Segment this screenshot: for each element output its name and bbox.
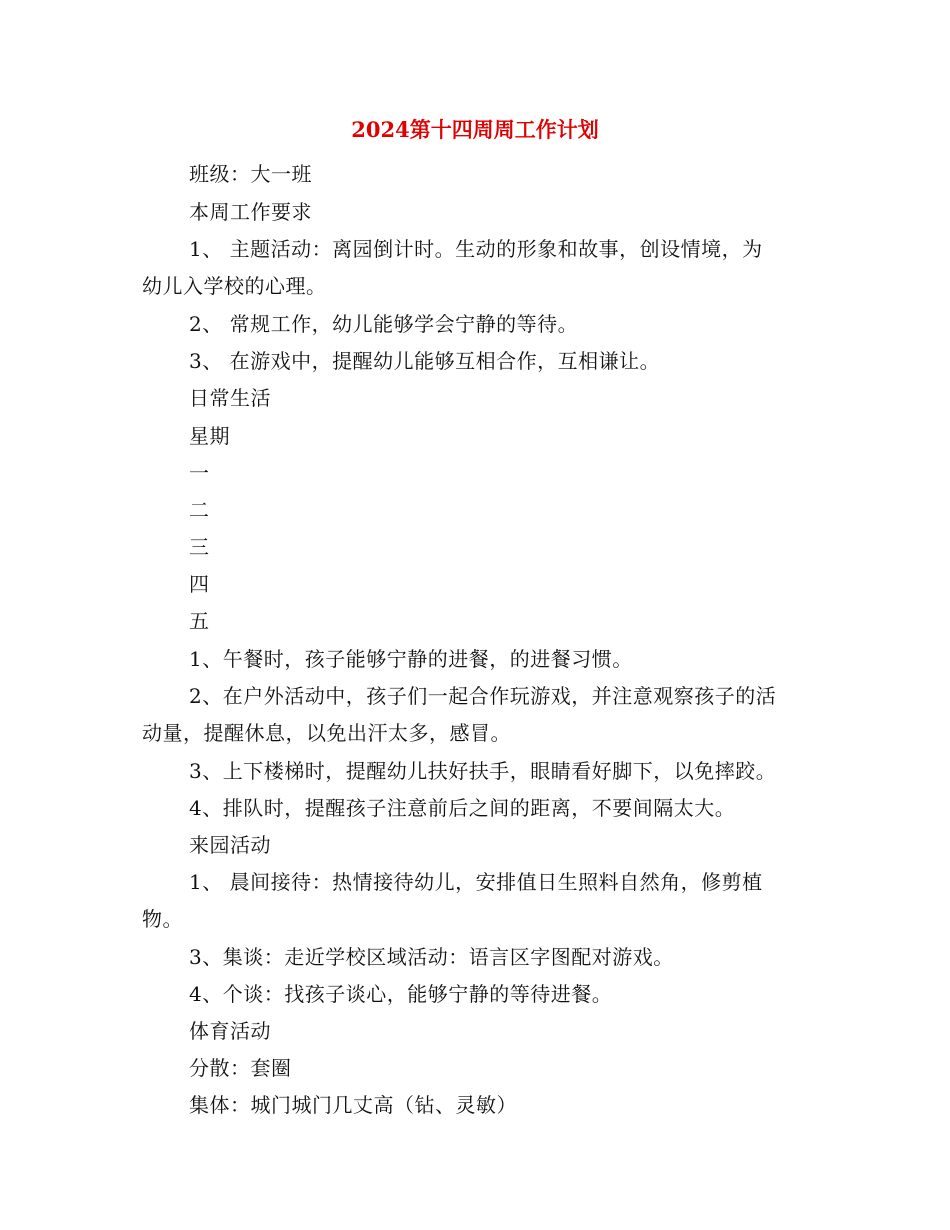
weekday-item: 五 (189, 609, 210, 633)
class-line: 班级：大一班 (189, 162, 312, 186)
daily-item-3: 3、上下楼梯时，提醒幼儿扶好扶手，眼睛看好脚下，以免摔跤。 (189, 759, 777, 783)
daily-item-1: 1、午餐时，孩子能够宁静的进餐，的进餐习惯。 (189, 647, 633, 671)
sports-item-individual: 分散：套圈 (189, 1056, 292, 1080)
document-title: 2024第十四周周工作计划 (351, 117, 599, 142)
requirement-item-3: 3、 在游戏中，提醒幼儿能够互相合作，互相谦让。 (189, 349, 661, 373)
arrival-item-3: 3、集谈：走近学校区域活动：语言区字图配对游戏。 (189, 945, 674, 969)
weekday-item: 三 (189, 535, 210, 559)
daily-item-2-continued: 动量，提醒休息，以免出汗太多，感冒。 (142, 721, 511, 745)
requirement-item-2: 2、 常规工作，幼儿能够学会宁静的等待。 (189, 312, 579, 336)
section-heading-arrival-activities: 来园活动 (189, 833, 271, 857)
arrival-item-1-continued: 物。 (142, 907, 183, 931)
requirement-item-1: 1、 主题活动：离园倒计时。生动的形象和故事，创设情境，为 (189, 237, 763, 261)
daily-item-4: 4、排队时，提醒孩子注意前后之间的距离，不要间隔太大。 (189, 796, 736, 820)
arrival-item-4: 4、个谈：找孩子谈心，能够宁静的等待进餐。 (189, 982, 613, 1006)
section-heading-daily-life: 日常生活 (189, 386, 271, 410)
weekday-item: 二 (189, 498, 210, 522)
daily-item-2: 2、在户外活动中，孩子们一起合作玩游戏，并注意观察孩子的活 (189, 684, 777, 708)
weekday-label: 星期 (189, 424, 230, 448)
section-heading-weekly-requirements: 本周工作要求 (189, 200, 312, 224)
arrival-item-1: 1、 晨间接待：热情接待幼儿，安排值日生照料自然角，修剪植 (189, 870, 763, 894)
section-heading-sports-activities: 体育活动 (189, 1019, 271, 1043)
weekday-item: 四 (189, 572, 210, 596)
sports-item-group: 集体：城门城门几丈高（钻、灵敏） (189, 1093, 517, 1117)
weekday-item: 一 (189, 461, 210, 485)
requirement-item-1-continued: 幼儿入学校的心理。 (142, 274, 327, 298)
